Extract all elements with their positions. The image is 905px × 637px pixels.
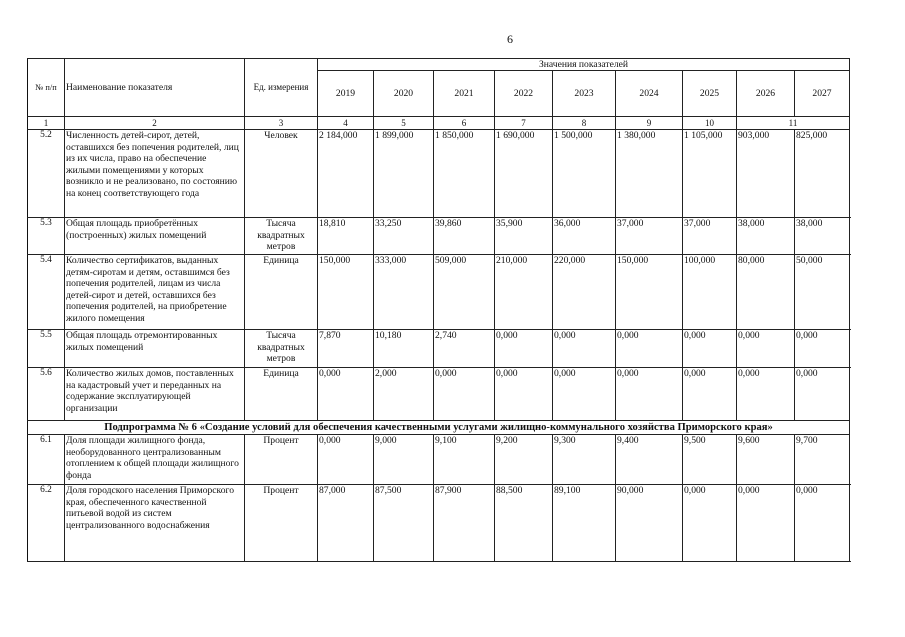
header-year: 2021 bbox=[434, 71, 495, 117]
value-cell: 37,000 bbox=[616, 218, 683, 255]
value-cell: 333,000 bbox=[374, 255, 434, 330]
value-cell: 0,000 bbox=[683, 330, 737, 368]
value-cell: 38,000 bbox=[795, 218, 850, 255]
value-cell: 36,000 bbox=[553, 218, 616, 255]
value-cell: 0,000 bbox=[683, 485, 737, 562]
value-cell: 9,200 bbox=[495, 435, 553, 485]
value-cell: 0,000 bbox=[795, 485, 850, 562]
value-cell: 39,860 bbox=[434, 218, 495, 255]
unit-cell: Процент bbox=[245, 485, 318, 562]
table-row bbox=[28, 368, 850, 421]
header-name: Наименование показателя bbox=[65, 59, 245, 117]
row-number: 6.1 bbox=[28, 435, 65, 485]
value-cell: 89,100 bbox=[553, 485, 616, 562]
value-cell: 0,000 bbox=[795, 368, 850, 421]
value-cell: 0,000 bbox=[553, 330, 616, 368]
table-row bbox=[28, 218, 850, 255]
value-cell: 0,000 bbox=[495, 330, 553, 368]
value-cell: 9,000 bbox=[374, 435, 434, 485]
value-cell: 2 184,000 bbox=[318, 130, 374, 218]
table-row bbox=[28, 435, 850, 485]
row-number: 5.2 bbox=[28, 130, 65, 218]
value-cell: 9,700 bbox=[795, 435, 850, 485]
header-year: 2022 bbox=[495, 71, 553, 117]
header-year: 2019 bbox=[318, 71, 374, 117]
unit-cell: Тысяча квадратных метров bbox=[245, 218, 318, 255]
column-number: 10 bbox=[683, 117, 737, 130]
unit-cell: Единица bbox=[245, 255, 318, 330]
value-cell: 87,000 bbox=[318, 485, 374, 562]
column-number: 5 bbox=[374, 117, 434, 130]
value-cell: 0,000 bbox=[683, 368, 737, 421]
value-cell: 150,000 bbox=[318, 255, 374, 330]
value-cell: 1 690,000 bbox=[495, 130, 553, 218]
indicator-name: Доля городского населения Приморского края, обеспеченного качественной питьевой водой из систем централизованного водоснабжения bbox=[65, 485, 245, 562]
table-row bbox=[28, 330, 850, 368]
value-cell: 7,870 bbox=[318, 330, 374, 368]
unit-cell: Единица bbox=[245, 368, 318, 421]
value-cell: 90,000 bbox=[616, 485, 683, 562]
indicator-name: Количество сертификатов, выданных детям-сиротам и детям, оставшимся без попечения родителей, лицам из числа детей-сирот и детей, оставшихся без попечения родителей, на приобретение жилого помещения bbox=[65, 255, 245, 330]
value-cell: 0,000 bbox=[616, 368, 683, 421]
value-cell: 825,000 bbox=[795, 130, 850, 218]
value-cell: 100,000 bbox=[683, 255, 737, 330]
indicator-name: Общая площадь приобретённых (построенных) жилых помещений bbox=[65, 218, 245, 255]
value-cell: 37,000 bbox=[683, 218, 737, 255]
value-cell: 0,000 bbox=[795, 330, 850, 368]
unit-cell: Человек bbox=[245, 130, 318, 218]
value-cell: 2,740 bbox=[434, 330, 495, 368]
value-cell: 0,000 bbox=[616, 330, 683, 368]
table-row bbox=[28, 485, 850, 562]
column-number: 4 bbox=[318, 117, 374, 130]
value-cell: 35,900 bbox=[495, 218, 553, 255]
value-cell: 10,180 bbox=[374, 330, 434, 368]
unit-cell: Тысяча квадратных метров bbox=[245, 330, 318, 368]
header-year: 2026 bbox=[737, 71, 795, 117]
header-year: 2020 bbox=[374, 71, 434, 117]
value-cell: 1 899,000 bbox=[374, 130, 434, 218]
value-cell: 903,000 bbox=[737, 130, 795, 218]
row-number: 5.6 bbox=[28, 368, 65, 421]
header-num: № п/п bbox=[28, 59, 65, 117]
header-year: 2025 bbox=[683, 71, 737, 117]
column-number: 3 bbox=[245, 117, 318, 130]
indicator-name: Общая площадь отремонтированных жилых помещений bbox=[65, 330, 245, 368]
value-cell: 210,000 bbox=[495, 255, 553, 330]
header-year: 2027 bbox=[795, 71, 850, 117]
value-cell: 33,250 bbox=[374, 218, 434, 255]
column-number: 8 bbox=[553, 117, 616, 130]
row-number: 5.4 bbox=[28, 255, 65, 330]
page-number: 6 bbox=[507, 32, 513, 46]
value-cell: 38,000 bbox=[737, 218, 795, 255]
column-number: 2 bbox=[65, 117, 245, 130]
header-year: 2024 bbox=[616, 71, 683, 117]
value-cell: 9,600 bbox=[737, 435, 795, 485]
column-number: 1 bbox=[28, 117, 65, 130]
value-cell: 9,500 bbox=[683, 435, 737, 485]
header-year: 2023 bbox=[553, 71, 616, 117]
table-row bbox=[28, 255, 850, 330]
row-number: 5.3 bbox=[28, 218, 65, 255]
indicator-name: Доля площади жилищного фонда, необорудованного централизованным отоплением к общей площади жилищного фонда bbox=[65, 435, 245, 485]
value-cell: 0,000 bbox=[318, 368, 374, 421]
table-row bbox=[28, 130, 850, 218]
column-number: 7 bbox=[495, 117, 553, 130]
value-cell: 509,000 bbox=[434, 255, 495, 330]
value-cell: 1 105,000 bbox=[683, 130, 737, 218]
value-cell: 9,300 bbox=[553, 435, 616, 485]
value-cell: 0,000 bbox=[737, 330, 795, 368]
value-cell: 88,500 bbox=[495, 485, 553, 562]
value-cell: 87,500 bbox=[374, 485, 434, 562]
value-cell: 18,810 bbox=[318, 218, 374, 255]
value-cell: 2,000 bbox=[374, 368, 434, 421]
column-number: 9 bbox=[616, 117, 683, 130]
value-cell: 80,000 bbox=[737, 255, 795, 330]
indicators-table bbox=[27, 58, 850, 562]
value-cell: 9,400 bbox=[616, 435, 683, 485]
column-number: 11 bbox=[737, 117, 850, 130]
row-number: 6.2 bbox=[28, 485, 65, 562]
value-cell: 150,000 bbox=[616, 255, 683, 330]
value-cell: 0,000 bbox=[495, 368, 553, 421]
header-unit: Ед. измерения bbox=[245, 59, 318, 117]
row-number: 5.5 bbox=[28, 330, 65, 368]
unit-cell: Процент bbox=[245, 435, 318, 485]
header-values-group: Значения показателей bbox=[318, 59, 850, 71]
value-cell: 87,900 bbox=[434, 485, 495, 562]
value-cell: 0,000 bbox=[737, 485, 795, 562]
value-cell: 1 500,000 bbox=[553, 130, 616, 218]
column-number: 6 bbox=[434, 117, 495, 130]
value-cell: 50,000 bbox=[795, 255, 850, 330]
value-cell: 1 850,000 bbox=[434, 130, 495, 218]
value-cell: 0,000 bbox=[318, 435, 374, 485]
indicator-name: Количество жилых домов, поставленных на кадастровый учет и переданных на содержание эксплуатирующей организации bbox=[65, 368, 245, 421]
value-cell: 9,100 bbox=[434, 435, 495, 485]
value-cell: 0,000 bbox=[737, 368, 795, 421]
value-cell: 0,000 bbox=[553, 368, 616, 421]
indicator-name: Численность детей-сирот, детей, оставшихся без попечения родителей, лиц из их числа, право на обеспечение жилыми помещениями у которых возникло и не реализовано, по состоянию на конец соответствующего года bbox=[65, 130, 245, 218]
value-cell: 0,000 bbox=[434, 368, 495, 421]
value-cell: 220,000 bbox=[553, 255, 616, 330]
value-cell: 1 380,000 bbox=[616, 130, 683, 218]
subprogram-title: Подпрограмма № 6 «Создание условий для обеспечения качественными услугами жилищно-коммунального хозяйства Приморского края» bbox=[28, 421, 850, 435]
